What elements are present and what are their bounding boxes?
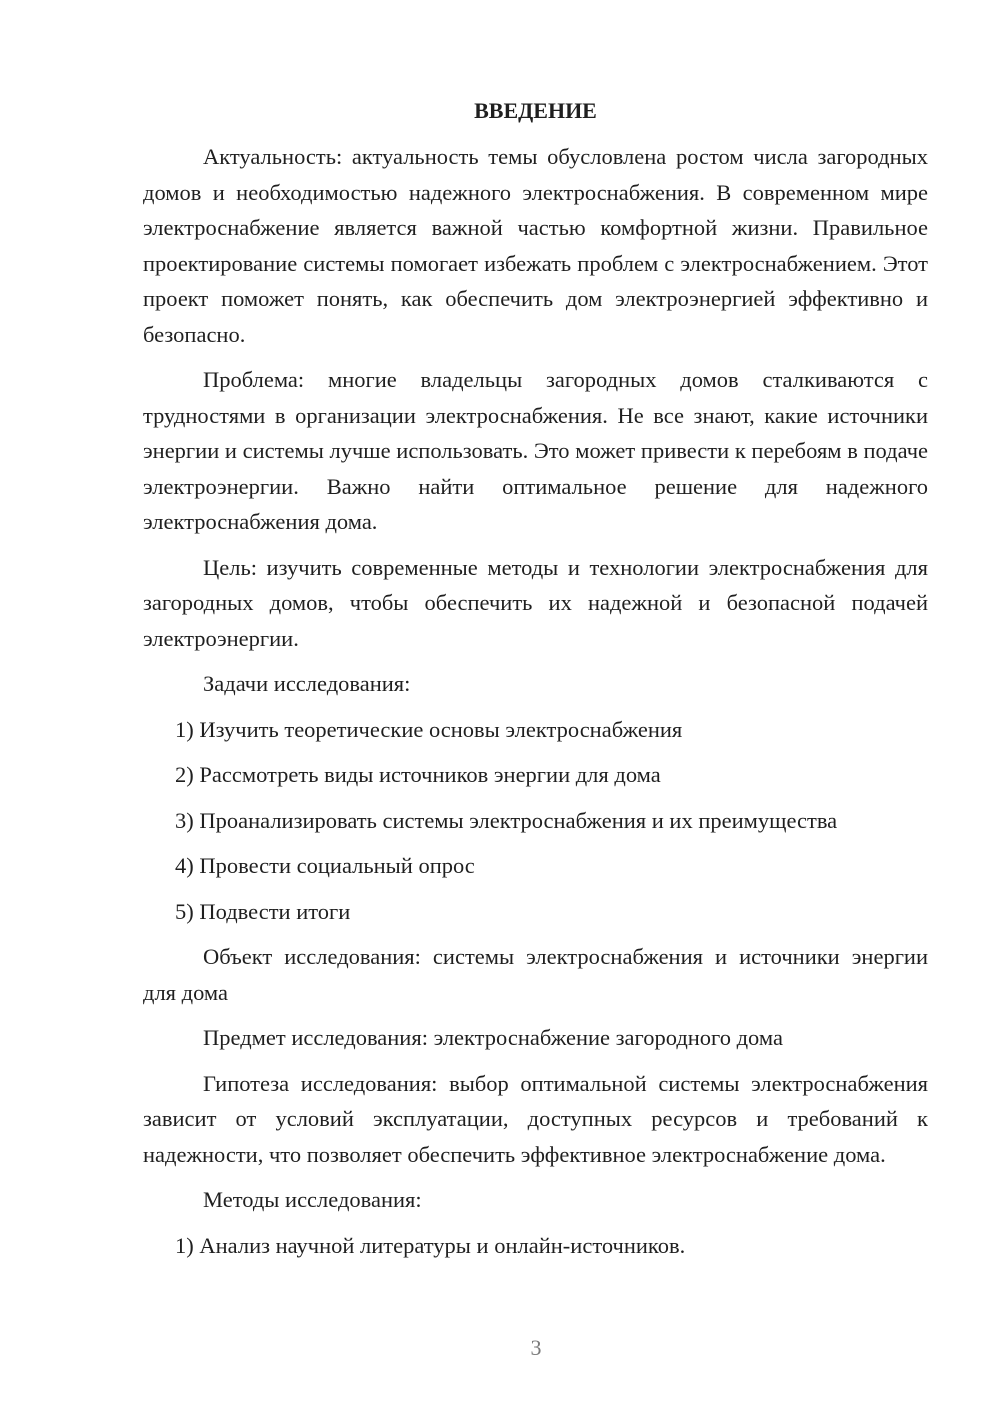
relevance-paragraph: Актуальность: актуальность темы обусловлена ростом числа загородных домов и необходимостью надежного электроснабжения. В современном мире электроснабжение является важной частью комфортной жизни. Правильное проектирование системы помогает избежать проблем с электроснабжением. Этот проект поможет понять, как обеспечить дом электроэнергией эффективно и безопасно. xyxy=(143,144,928,347)
task-item: 4) Провести социальный опрос xyxy=(175,853,475,878)
task-item: 2) Рассмотреть виды источников энергии для дома xyxy=(175,762,661,787)
object-paragraph: Объект исследования: системы электроснабжения и источники энергии для дома xyxy=(143,944,928,1005)
hypothesis-paragraph: Гипотеза исследования: выбор оптимальной системы электроснабжения зависит от условий эксплуатации, доступных ресурсов и требований к надежности, что позволяет обеспечить эффективное электроснабжение дома. xyxy=(143,1070,928,1167)
document-page xyxy=(143,93,928,1273)
task-item: 1) Изучить теоретические основы электроснабжения xyxy=(175,716,683,742)
goal-paragraph: Цель: изучить современные методы и технологии электроснабжения для загородных домов, чтобы обеспечить их надежной и безопасной подачей электроэнергии. xyxy=(143,554,928,651)
task-item: 5) Подвести итоги xyxy=(175,898,351,924)
tasks-heading: Задачи исследования: xyxy=(203,671,411,696)
page-number: 3 xyxy=(530,1335,542,1360)
subject-paragraph: Предмет исследования: электроснабжение загородного дома xyxy=(203,1025,783,1050)
method-item: 1) Анализ научной литературы и онлайн-источников. xyxy=(175,1232,686,1258)
problem-paragraph: Проблема: многие владельцы загородных домов сталкиваются с трудностями в организации электроснабжения. Не все знают, какие источники энергии и системы лучше использовать. Это может привести к перебоям в подаче электроэнергии. Важно найти оптимальное решение для надежного электроснабжения дома. xyxy=(143,367,928,534)
page-title: ВВЕДЕНИЕ xyxy=(474,98,597,123)
task-item: 3) Проанализировать системы электроснабжения и их преимущества xyxy=(175,807,838,833)
methods-heading: Методы исследования: xyxy=(203,1187,422,1212)
